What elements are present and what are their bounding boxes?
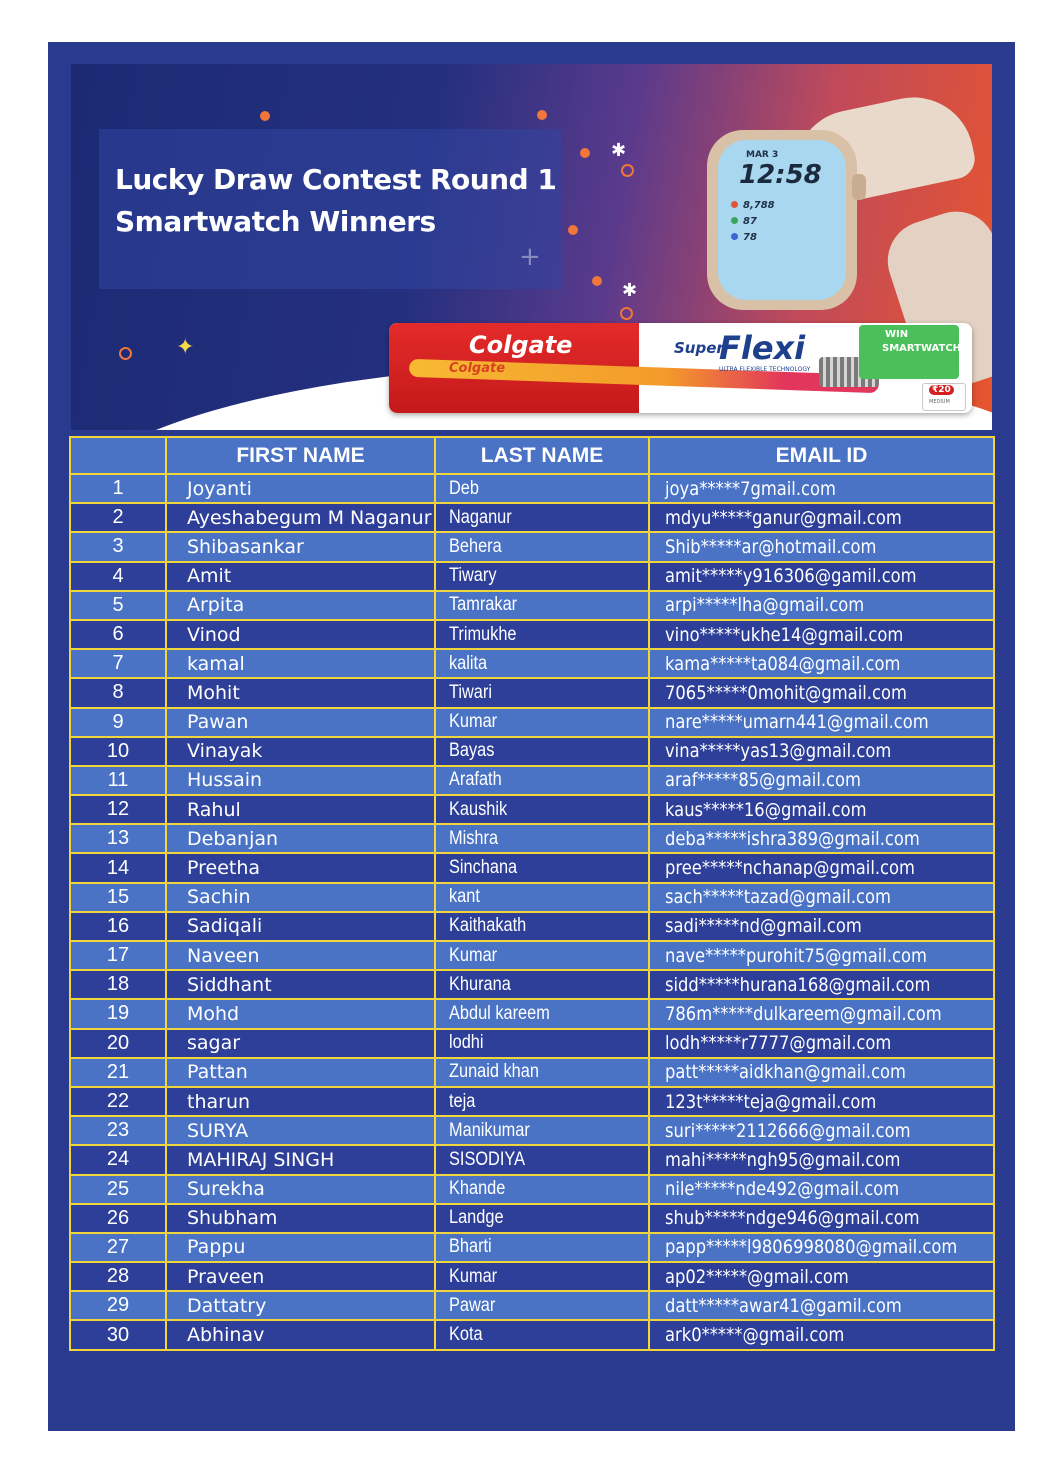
table-row xyxy=(70,474,994,503)
table-row xyxy=(70,1233,994,1262)
row-number: 20 xyxy=(70,1029,166,1058)
table-row xyxy=(70,795,994,824)
last-name-cell xyxy=(435,999,649,1028)
email-cell-text: Shib*****ar@hotmail.com xyxy=(665,535,877,558)
first-name-cell: SURYA xyxy=(166,1116,435,1145)
email-cell xyxy=(649,591,994,620)
first-name-cell: Praveen xyxy=(166,1262,435,1291)
last-name-cell xyxy=(435,912,649,941)
email-cell-text: mdyu*****ganur@gmail.com xyxy=(665,506,902,529)
last-name-cell-text: Abdul kareem xyxy=(449,1002,550,1024)
title-line-2: Smartwatch Winners xyxy=(115,205,436,238)
table-header-row xyxy=(70,437,994,474)
last-name-cell xyxy=(435,766,649,795)
table-row xyxy=(70,1116,994,1145)
colgate-logo: Colgate xyxy=(469,331,573,359)
email-cell-text: kama*****ta084@gmail.com xyxy=(665,652,901,675)
row-number: 16 xyxy=(70,912,166,941)
last-name-cell-text: Kumar xyxy=(449,944,498,966)
badge-smartwatch-text: SMARTWATCH xyxy=(882,343,962,354)
decor-ring xyxy=(621,164,634,177)
last-name-cell xyxy=(435,1029,649,1058)
price-note: MEDIUM xyxy=(929,399,950,405)
last-name-cell xyxy=(435,1175,649,1204)
last-name-cell-text: Pawar xyxy=(449,1294,496,1316)
table-row xyxy=(70,824,994,853)
row-number: 27 xyxy=(70,1233,166,1262)
email-cell xyxy=(649,970,994,999)
row-number: 6 xyxy=(70,620,166,649)
email-cell xyxy=(649,1262,994,1291)
last-name-cell xyxy=(435,708,649,737)
last-name-cell xyxy=(435,795,649,824)
price-tag: ₹20 xyxy=(929,385,954,395)
table-row xyxy=(70,853,994,882)
badge-win-text: WIN xyxy=(885,329,909,340)
last-name-cell xyxy=(435,1320,649,1349)
last-name-cell-text: Khurana xyxy=(449,973,511,995)
first-name-cell: Ayeshabegum M Naganur xyxy=(166,503,435,532)
decor-dot xyxy=(260,111,270,121)
first-name-cell: Pattan xyxy=(166,1058,435,1087)
email-cell xyxy=(649,912,994,941)
email-cell xyxy=(649,1029,994,1058)
email-cell-text: sach*****tazad@gmail.com xyxy=(665,886,891,909)
email-cell-text: sadi*****nd@gmail.com xyxy=(665,915,862,938)
email-cell-text: arpi*****lha@gmail.com xyxy=(665,594,865,617)
watch-date: MAR 3 xyxy=(746,150,779,160)
last-name-cell xyxy=(435,824,649,853)
row-number: 1 xyxy=(70,474,166,503)
table-row xyxy=(70,678,994,707)
row-number: 3 xyxy=(70,532,166,561)
last-name-cell-text: Deb xyxy=(449,477,479,499)
row-number: 21 xyxy=(70,1058,166,1087)
sparkle-icon: ✦ xyxy=(176,335,195,360)
row-number: 26 xyxy=(70,1204,166,1233)
title-line-1: Lucky Draw Contest Round 1 xyxy=(115,163,557,196)
first-name-cell: Vinayak xyxy=(166,737,435,766)
last-name-cell xyxy=(435,883,649,912)
first-name-cell: Dattatry xyxy=(166,1291,435,1320)
email-cell xyxy=(649,678,994,707)
row-number: 30 xyxy=(70,1320,166,1349)
watch-crown xyxy=(852,174,866,200)
first-name-cell: Rahul xyxy=(166,795,435,824)
last-name-cell xyxy=(435,649,649,678)
handle-text: Colgate xyxy=(449,361,506,376)
last-name-cell xyxy=(435,591,649,620)
row-number: 10 xyxy=(70,737,166,766)
flexi-text: Flexi xyxy=(719,329,806,367)
row-number: 29 xyxy=(70,1291,166,1320)
row-number: 13 xyxy=(70,824,166,853)
first-name-cell: Sachin xyxy=(166,883,435,912)
decor-dot xyxy=(592,276,602,286)
header-email-id: EMAIL ID xyxy=(649,437,994,474)
first-name-cell: Debanjan xyxy=(166,824,435,853)
row-number: 17 xyxy=(70,941,166,970)
row-number: 8 xyxy=(70,678,166,707)
last-name-cell xyxy=(435,1291,649,1320)
last-name-cell-text: Arafath xyxy=(449,769,502,791)
email-cell-text: vina*****yas13@gmail.com xyxy=(665,740,892,763)
email-cell-text: pree*****nchanap@gmail.com xyxy=(665,857,915,880)
decor-dot xyxy=(537,110,547,120)
row-number: 5 xyxy=(70,591,166,620)
watch-stat-value: 87 xyxy=(743,216,757,227)
email-cell-text: joya*****7gmail.com xyxy=(665,477,836,500)
first-name-cell: Pawan xyxy=(166,708,435,737)
email-cell-text: ap02*****@gmail.com xyxy=(665,1265,849,1288)
last-name-cell-text: Bharti xyxy=(449,1236,492,1258)
winners-table xyxy=(69,436,995,1351)
email-cell-text: araf*****85@gmail.com xyxy=(665,769,861,792)
first-name-cell: Joyanti xyxy=(166,474,435,503)
row-number: 25 xyxy=(70,1175,166,1204)
email-cell-text: shub*****ndge946@gmail.com xyxy=(665,1207,920,1230)
row-number: 2 xyxy=(70,503,166,532)
table-row xyxy=(70,766,994,795)
table-row xyxy=(70,1204,994,1233)
email-cell xyxy=(649,474,994,503)
last-name-cell xyxy=(435,678,649,707)
table-row xyxy=(70,649,994,678)
last-name-cell xyxy=(435,941,649,970)
last-name-cell-text: Landge xyxy=(449,1207,504,1229)
email-cell-text: sidd*****hurana168@gmail.com xyxy=(665,973,931,996)
first-name-cell: Vinod xyxy=(166,620,435,649)
email-cell xyxy=(649,1116,994,1145)
first-name-cell: Hussain xyxy=(166,766,435,795)
last-name-cell-text: Zunaid khan xyxy=(449,1061,539,1083)
table-row xyxy=(70,1262,994,1291)
last-name-cell-text: Tamrakar xyxy=(449,594,518,616)
last-name-cell-text: teja xyxy=(449,1090,476,1112)
watch-steps-value: 8,788 xyxy=(743,200,775,211)
title-box xyxy=(99,129,561,289)
last-name-cell-text: lodhi xyxy=(449,1032,484,1054)
row-number: 28 xyxy=(70,1262,166,1291)
last-name-cell-text: Khande xyxy=(449,1178,506,1200)
email-cell xyxy=(649,1291,994,1320)
last-name-cell-text: kalita xyxy=(449,652,488,674)
first-name-cell: Naveen xyxy=(166,941,435,970)
row-number: 11 xyxy=(70,766,166,795)
decor-dot xyxy=(580,148,590,158)
decor-ring xyxy=(620,307,633,320)
table-row xyxy=(70,503,994,532)
first-name-cell: Mohit xyxy=(166,678,435,707)
header-index xyxy=(70,437,166,474)
last-name-cell xyxy=(435,1058,649,1087)
first-name-cell: Sadiqali xyxy=(166,912,435,941)
email-cell-text: ark0*****@gmail.com xyxy=(665,1324,845,1347)
first-name-cell: Shubham xyxy=(166,1204,435,1233)
last-name-cell xyxy=(435,532,649,561)
watch-heart xyxy=(731,232,757,243)
first-name-cell: Mohd xyxy=(166,999,435,1028)
email-cell-text: amit*****y916306@gamil.com xyxy=(665,565,917,588)
row-number: 4 xyxy=(70,562,166,591)
email-cell xyxy=(649,766,994,795)
first-name-cell: kamal xyxy=(166,649,435,678)
last-name-cell-text: Trimukhe xyxy=(449,623,517,645)
last-name-cell xyxy=(435,853,649,882)
first-name-cell: MAHIRAJ SINGH xyxy=(166,1145,435,1174)
table-body xyxy=(70,474,994,1350)
email-cell xyxy=(649,883,994,912)
first-name-cell: Pappu xyxy=(166,1233,435,1262)
email-cell xyxy=(649,1058,994,1087)
last-name-cell xyxy=(435,1262,649,1291)
email-cell-text: nave*****purohit75@gmail.com xyxy=(665,944,927,967)
first-name-cell: Preetha xyxy=(166,853,435,882)
last-name-cell-text: Kaushik xyxy=(449,798,508,820)
promo-banner xyxy=(71,64,992,430)
header-first-name: FIRST NAME xyxy=(166,437,435,474)
first-name-cell: Amit xyxy=(166,562,435,591)
table-row xyxy=(70,591,994,620)
super-text: Super xyxy=(674,339,724,357)
email-cell-text: mahi*****ngh95@gmail.com xyxy=(665,1148,901,1171)
watch-steps xyxy=(731,200,775,211)
last-name-cell-text: SISODIYA xyxy=(449,1148,525,1170)
email-cell-text: vino*****ukhe14@gmail.com xyxy=(665,623,904,646)
email-cell xyxy=(649,999,994,1028)
last-name-cell xyxy=(435,1145,649,1174)
first-name-cell: tharun xyxy=(166,1087,435,1116)
table-row xyxy=(70,1291,994,1320)
email-cell-text: patt*****aidkhan@gmail.com xyxy=(665,1061,906,1084)
table-row xyxy=(70,941,994,970)
email-cell xyxy=(649,853,994,882)
last-name-cell-text: Sinchana xyxy=(449,857,518,879)
email-cell xyxy=(649,649,994,678)
email-cell-text: suri*****2112666@gmail.com xyxy=(665,1119,911,1142)
toothbrush-pack xyxy=(389,323,972,413)
table-row xyxy=(70,1087,994,1116)
row-number: 23 xyxy=(70,1116,166,1145)
email-cell xyxy=(649,941,994,970)
email-cell xyxy=(649,562,994,591)
first-name-cell: Arpita xyxy=(166,591,435,620)
last-name-cell-text: Manikumar xyxy=(449,1119,530,1141)
last-name-cell xyxy=(435,474,649,503)
last-name-cell xyxy=(435,970,649,999)
table-row xyxy=(70,1058,994,1087)
table-row xyxy=(70,1175,994,1204)
last-name-cell xyxy=(435,620,649,649)
last-name-cell-text: Kumar xyxy=(449,1265,498,1287)
email-cell-text: deba*****ishra389@gmail.com xyxy=(665,827,920,850)
table-row xyxy=(70,562,994,591)
first-name-cell: Siddhant xyxy=(166,970,435,999)
table-row xyxy=(70,912,994,941)
last-name-cell xyxy=(435,737,649,766)
last-name-cell-text: Tiwari xyxy=(449,681,492,703)
table-row xyxy=(70,1029,994,1058)
row-number: 19 xyxy=(70,999,166,1028)
table-row xyxy=(70,883,994,912)
row-number: 24 xyxy=(70,1145,166,1174)
last-name-cell-text: Kota xyxy=(449,1324,483,1346)
email-cell-text: lodh*****r7777@gmail.com xyxy=(665,1032,892,1055)
row-number: 15 xyxy=(70,883,166,912)
tagline-text: ULTRA FLEXIBLE TECHNOLOGY xyxy=(719,366,811,373)
last-name-cell-text: Kaithakath xyxy=(449,915,527,937)
table-row xyxy=(70,1320,994,1349)
decor-dot xyxy=(568,225,578,235)
email-cell xyxy=(649,737,994,766)
email-cell xyxy=(649,1233,994,1262)
email-cell xyxy=(649,1145,994,1174)
last-name-cell-text: Tiwary xyxy=(449,565,497,587)
last-name-cell-text: Bayas xyxy=(449,740,495,762)
email-cell-text: nile*****nde492@gmail.com xyxy=(665,1178,900,1201)
watch-stat xyxy=(731,216,757,227)
email-cell-text: papp*****l9806998080@gmail.com xyxy=(665,1236,958,1259)
last-name-cell-text: Naganur xyxy=(449,506,512,528)
last-name-cell xyxy=(435,1204,649,1233)
table-row xyxy=(70,970,994,999)
email-cell xyxy=(649,1204,994,1233)
row-number: 12 xyxy=(70,795,166,824)
email-cell-text: nare*****umarn441@gmail.com xyxy=(665,711,929,734)
star-icon: ✱ xyxy=(622,280,638,301)
table-row xyxy=(70,1145,994,1174)
email-cell xyxy=(649,532,994,561)
email-cell-text: 7065*****0mohit@gmail.com xyxy=(665,681,907,704)
watch-heart-value: 78 xyxy=(743,232,757,243)
email-cell xyxy=(649,1320,994,1349)
header-last-name: LAST NAME xyxy=(435,437,649,474)
last-name-cell-text: Mishra xyxy=(449,827,499,849)
first-name-cell: Abhinav xyxy=(166,1320,435,1349)
row-number: 9 xyxy=(70,708,166,737)
last-name-cell-text: Kumar xyxy=(449,711,498,733)
table-row xyxy=(70,532,994,561)
first-name-cell: Surekha xyxy=(166,1175,435,1204)
table-row xyxy=(70,999,994,1028)
last-name-cell xyxy=(435,503,649,532)
row-number: 18 xyxy=(70,970,166,999)
table-row xyxy=(70,708,994,737)
row-number: 22 xyxy=(70,1087,166,1116)
email-cell xyxy=(649,620,994,649)
email-cell-text: kaus*****16@gmail.com xyxy=(665,798,867,821)
email-cell xyxy=(649,795,994,824)
table-row xyxy=(70,620,994,649)
last-name-cell-text: kant xyxy=(449,886,480,908)
email-cell xyxy=(649,824,994,853)
star-icon: ✱ xyxy=(611,140,627,161)
email-cell-text: datt*****awar41@gamil.com xyxy=(665,1294,902,1317)
last-name-cell xyxy=(435,1233,649,1262)
first-name-cell: sagar xyxy=(166,1029,435,1058)
table-row xyxy=(70,737,994,766)
email-cell-text: 123t*****teja@gmail.com xyxy=(665,1090,877,1113)
last-name-cell-text: Behera xyxy=(449,535,502,557)
last-name-cell xyxy=(435,1116,649,1145)
watch-time: 12:58 xyxy=(739,160,822,190)
last-name-cell xyxy=(435,562,649,591)
first-name-cell: Shibasankar xyxy=(166,532,435,561)
decor-ring xyxy=(119,347,132,360)
email-cell xyxy=(649,708,994,737)
email-cell xyxy=(649,1087,994,1116)
email-cell xyxy=(649,1175,994,1204)
last-name-cell xyxy=(435,1087,649,1116)
row-number: 7 xyxy=(70,649,166,678)
email-cell xyxy=(649,503,994,532)
email-cell-text: 786m*****dulkareem@gmail.com xyxy=(665,1002,942,1025)
row-number: 14 xyxy=(70,853,166,882)
plus-icon: + xyxy=(519,242,541,272)
